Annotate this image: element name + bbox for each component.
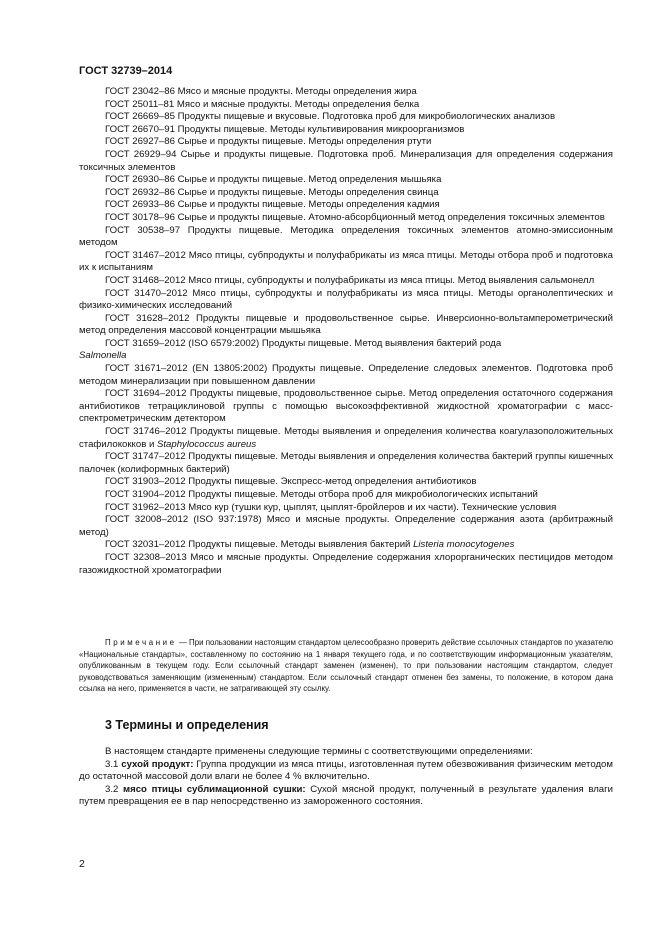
definition-number: 3.2 [105,783,119,795]
reference-item: ГОСТ 26932–86 Сырье и продукты пищевые. Методы определения свинца [105,186,439,198]
reference-item [79,338,613,363]
definition-item [79,759,613,784]
reference-item: ГОСТ 26933–86 Сырье и продукты пищевые. Методы определения кадмия [105,199,440,211]
reference-item: ГОСТ 31903–2012 Продукты пищевые. Экспресс-метод определения антибиотиков [105,476,477,488]
definition-term: мясо птицы сублимационной сушки: [123,783,306,795]
definition-term: сухой продукт: [121,758,194,770]
reference-item: ГОСТ 31467–2012 Мясо птицы, субпродукты и полуфабрикаты из мяса птицы. Методы отбора проб и подготовка их к испытаниям [79,249,613,274]
reference-item: ГОСТ 30178–96 Сырье и продукты пищевые. Атомно-абсорбционный метод определения токсичных элементов [105,211,605,223]
reference-item: ГОСТ 31904–2012 Продукты пищевые. Методы отбора проб для микробиологических испытаний [105,489,538,500]
reference-item: ГОСТ 32308–2013 Мясо и мясные продукты. Определение содержания хлорорганических пестицидов методом газожидкостной хроматографии [79,551,613,576]
normative-references-list [79,86,613,577]
reference-text: ГОСТ 32031–2012 Продукты пищевые. Методы выявления бактерий [105,539,411,551]
definition-item [79,784,613,809]
definitions-list [79,746,613,809]
reference-item: ГОСТ 26670–91 Продукты пищевые. Методы культивирования микроорганизмов [105,123,465,135]
definition-text: Группа продукции из мяса птицы, изготовленная путем обезвоживания физическим методом до остаточной массовой доли влаги не более 4 % включительно. [79,758,613,783]
reference-item: ГОСТ 31470–2012 Мясо птицы, субпродукты и полуфабрикаты из мяса птицы. Методы органолептических и физико-химических исследований [79,287,613,312]
section-title: 3 Термины и определения [105,718,269,732]
reference-item [79,426,613,451]
reference-item: ГОСТ 26930–86 Сырье и продукты пищевые. Метод определения мышьяка [105,174,442,186]
definition-text: Сухой мясной продукт, полученный в результате удаления влаги путем превращения ее в пар непосредственно из замороженного состояния. [79,783,614,808]
reference-text: ГОСТ 31746–2012 Продукты пищевые. Методы выявления и определения количества коагулазоположительных стафилококков и [79,426,613,450]
reference-item: ГОСТ 23042–86 Мясо и мясные продукты. Методы определения жира [105,86,417,97]
reference-item: ГОСТ 26927–86 Сырье и продукты пищевые. Методы определения ртути [105,136,432,148]
page-header: ГОСТ 32739–2014 [79,65,173,77]
reference-item: ГОСТ 31747–2012 Продукты пищевые. Методы выявления и определения количества бактерий группы кишечных палочек (колиформных бактерий) [79,451,613,475]
reference-item: ГОСТ 31628–2012 Продукты пищевые и продовольственное сырье. Инверсионно-вольтамперометрический метод определения массовой концентрации мышьяка [79,312,613,337]
reference-item: ГОСТ 31694–2012 Продукты пищевые, продовольственное сырье. Метод определения остаточного содержания антибиотиков тетрациклиновой группы с помощью высокоэффективной жидкостной хроматографии с масс-спектрометрическим детектором [79,388,613,425]
note-label: Примечание [105,638,177,647]
note-block [79,637,613,695]
reference-italic-term: Staphylococcus aureus [156,438,257,450]
reference-item: ГОСТ 31671–2012 (EN 13805:2002) Продукты пищевые. Определение следовых элементов. Подготовка проб методом минерализации при повышенном давлении [79,363,613,387]
page-number: 2 [79,858,85,870]
reference-italic-term: Salmonella [79,350,127,362]
reference-item: ГОСТ 26929–94 Сырье и продукты пищевые. Подготовка проб. Минерализация для определения содержания токсичных элементов [79,148,613,173]
reference-item: ГОСТ 32008–2012 (ISO 937:1978) Мясо и мясные продукты. Определение содержания азота (арбитражный метод) [79,514,613,538]
note-text: — При пользовании настоящим стандартом целесообразно проверить действие ссылочных стандартов по указателю «Национальные стандарты», составленному по состоянию на 1 января текущего года, и по соответствующим информационным указателям, опубликованным в текущем году. Если ссылочный стандарт заменен (изменен), то при пользовании настоящим стандартом, следует руководствоваться заменяющим (измененным) стандартом. Если ссылочный стандарт отменен без замены, то положение, в котором дана ссылка на него, применяется в части, не затрагивающей эту ссылку. [79,638,613,694]
reference-item: ГОСТ 31468–2012 Мясо птицы, субпродукты и полуфабрикаты из мяса птицы. Метод выявления сальмонелл [105,274,595,286]
reference-text: ГОСТ 31659–2012 (ISO 6579:2002) Продукты пищевые. Метод выявления бактерий рода [105,337,502,349]
reference-item [79,539,613,552]
reference-italic-term: Listeria monocytogenes [413,539,515,551]
reference-item: ГОСТ 30538–97 Продукты пищевые. Методика определения токсичных элементов атомно-эмиссионным методом [79,224,613,249]
section-intro: В настоящем стандарте применены следующие термины с соответствующими определениями: [105,746,533,757]
definition-number: 3.1 [105,758,119,770]
reference-item: ГОСТ 25011–81 Мясо и мясные продукты. Методы определения белка [105,98,420,110]
reference-item: ГОСТ 31962–2013 Мясо кур (тушки кур, цыплят, цыплят-бройлеров и их части). Технические условия [105,501,557,513]
reference-item: ГОСТ 26669–85 Продукты пищевые и вкусовые. Подготовка проб для микробиологических анализов [105,111,556,123]
note-paragraph [79,637,613,695]
